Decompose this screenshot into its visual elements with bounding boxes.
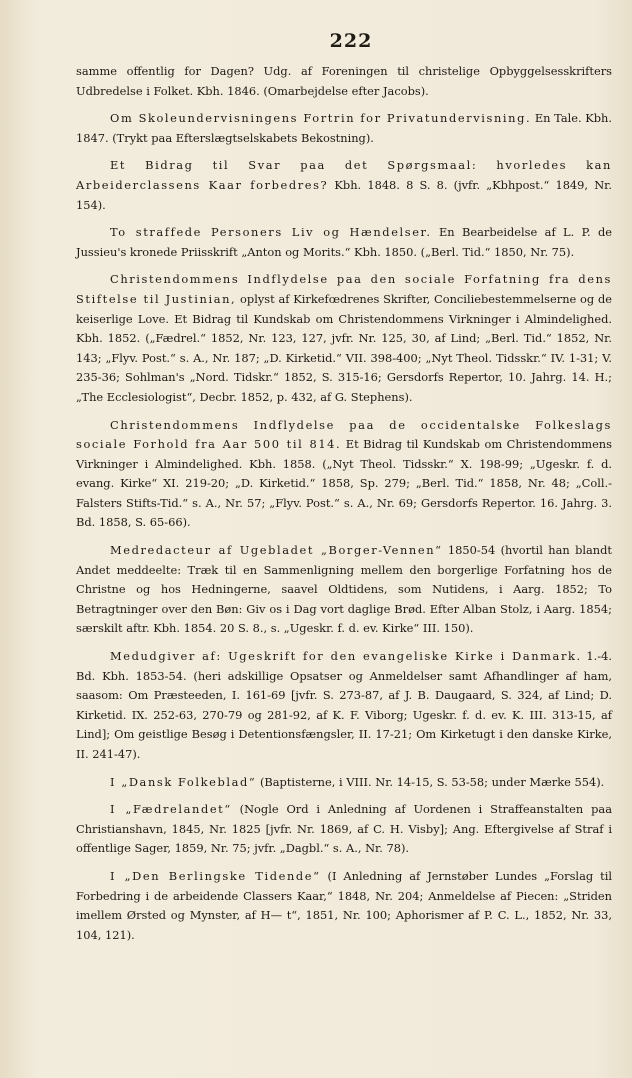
entry-title: Medredacteur af Ugebladet „Borger-Vennen“ xyxy=(110,543,443,558)
entry-body: Et Bidrag til Kundskab om Christendommens Virkninger i Almindelighed. Kbh. 1858. („Nyt Theol. Tidsskr.“ X. 198-99; „Ugeskr. f. d. evang. Kirke“ XI. 219-20; „D. Kirketid.“ 1858, Sp. 279; „Berl. Tid.“ 1858, Nr. 48; „Coll.-Falsters Stifts-Tid.“ s. A., Nr. 57; „Flyv. Post.“ s. A., Nr. 69; Gersdorfs Repertor. 16. Jahrg. 3. Bd. 1858, S. 65-66). xyxy=(76,437,612,530)
page-number: 222 xyxy=(329,30,373,52)
entry-body: oplyst af Kirkefœdrenes Skrifter, Conciliebestemmelserne og de keiserlige Love. Et Bidrag til Kundskab om Christendommens Virkninger i Almindelighed. Kbh. 1852. („Fædrel.“ 1852, Nr. 123, 127, jvfr. Nr. 125, 30, af Lind; „Berl. Tid.“ 1852, Nr. 143; „Flyv. Post.“ s. A., Nr. 187; „D. Kirketid.“ VII. 398-400; „Nyt Theol. Tidsskr.“ IV. 1-31; V. 235-36; Sohlman's „Nord. Tidskr.“ 1852, S. 315-16; Gersdorfs Repertor, 10. Jahrg. 14. H.; „The Ecclesiologist“, Decbr. 1852, p. 432, af G. Stephens). xyxy=(76,291,612,404)
entry-6 xyxy=(76,541,612,639)
entry-body: (Nogle Ord i Anledning af Uordenen i Straffeanstalten paa Christianshavn, 1845, Nr. 1825 [jvfr. Nr. 1869, af C. H. Visby]; Ang. Eftergivelse af Straf i offentlige Sager, 1859, Nr. 75; jvfr. „Dagbl.“ s. A., Nr. 78). xyxy=(76,802,612,856)
entry-title: I „Den Berlingske Tidende“ xyxy=(110,868,321,883)
entry-body: samme offentlig for Dagen? Udg. af Foreningen til christelige Opbyggelsesskrifters Udbredelse i Folket. Kbh. 1846. (Omarbejdelse efter Jacobs). xyxy=(76,64,612,98)
entry-3 xyxy=(76,223,612,262)
entry-2 xyxy=(76,156,612,215)
entry-title: Christendommens Indflydelse paa den sociale Forfatning fra dens Stiftelse til Justinian, xyxy=(76,272,612,306)
entry-title: Medudgiver af: Ugeskrift for den evangeliske Kirke i Danmark. xyxy=(110,649,582,664)
entry-body: (I Anledning af Jernstøber Lundes „Forslag til Forbedring i de arbeidende Classers Kaar,“ 1848, Nr. 204; Anmeldelse af Piecen: „Striden imellem Ørsted og Mynster, af H— t“, 1851, Nr. 100; Aphorismer af P. C. L., 1852, Nr. 33, 104, 121). xyxy=(76,868,612,942)
entry-body: En Tale. Kbh. 1847. (Trykt paa Efterslægtselskabets Bekostning). xyxy=(76,111,613,145)
entry-4 xyxy=(76,270,612,407)
entry-body: (Baptisterne, i VIII. Nr. 14-15, S. 53-58; under Mærke 554). xyxy=(256,774,605,789)
entry-10 xyxy=(76,867,612,945)
entry-title: I „Dansk Folkeblad“ xyxy=(110,774,257,789)
entry-title: Christendommens Indflydelse paa de occidentalske Folkeslags sociale Forhold fra Aar 500 til 814. xyxy=(76,417,612,452)
entry-7 xyxy=(76,647,612,765)
entry-body: 1850-54 (hvortil han blandt Andet meddeelte: Træk til en Sammenligning mellem den borgerlige Forfatning hos de Christne og hos Hedningerne, saavel Oldtidens, som Nutidens, i Aarg. 1852; To Betragtninger over den Bøn: Giv os i Dag vort daglige Brød. Efter Alban Stolz, i Aarg. 1854; særskilt aftr. Kbh. 1854. 20 S. 8., s. „Ugeskr. f. d. ev. Kirke“ III. 150). xyxy=(76,543,612,636)
entry-1 xyxy=(76,109,612,148)
entry-9 xyxy=(76,800,612,859)
entry-5 xyxy=(76,416,612,534)
entry-body: 1.-4. Bd. Kbh. 1853-54. (heri adskillige Opsatser og Anmeldelser samt Afhandlinger af ham, saasom: Om Præsteeden, I. 161-69 [jvfr. S. 273-87, af J. B. Daugaard, S. 324, af Lind; D. Kirketid. IX. 252-63, 270-79 og 281-92, af K. F. Viborg; Ugeskr. f. d. ev. K. III. 313-15, af Lind]; Om geistlige Besøg i Detentionsfængsler, II. 17-21; Om Kirketugt i den danske Kirke, II. 241-47). xyxy=(76,649,612,761)
entry-title: Om Skoleundervisningens Fortrin for Privatundervisning. xyxy=(110,111,532,126)
entry-body: En Bearbeidelse af L. P. de Jussieu's kronede Priisskrift „Anton og Morits.“ Kbh. 1850. („Berl. Tid.“ 1850, Nr. 75). xyxy=(76,225,612,259)
entry-title: To straffede Personers Liv og Hændelser. xyxy=(110,225,432,240)
entry-0 xyxy=(76,62,612,101)
entry-title: I „Fædrelandet“ xyxy=(110,802,232,817)
entry-8 xyxy=(76,773,612,793)
entry-body: Kbh. 1848. 8 S. 8. (jvfr. „Kbhpost.“ 1849, Nr. 154). xyxy=(76,177,612,212)
entry-title: Et Bidrag til Svar paa det Spørgsmaal: hvorledes kan Arbeiderclassens Kaar forbedres? xyxy=(76,158,612,192)
